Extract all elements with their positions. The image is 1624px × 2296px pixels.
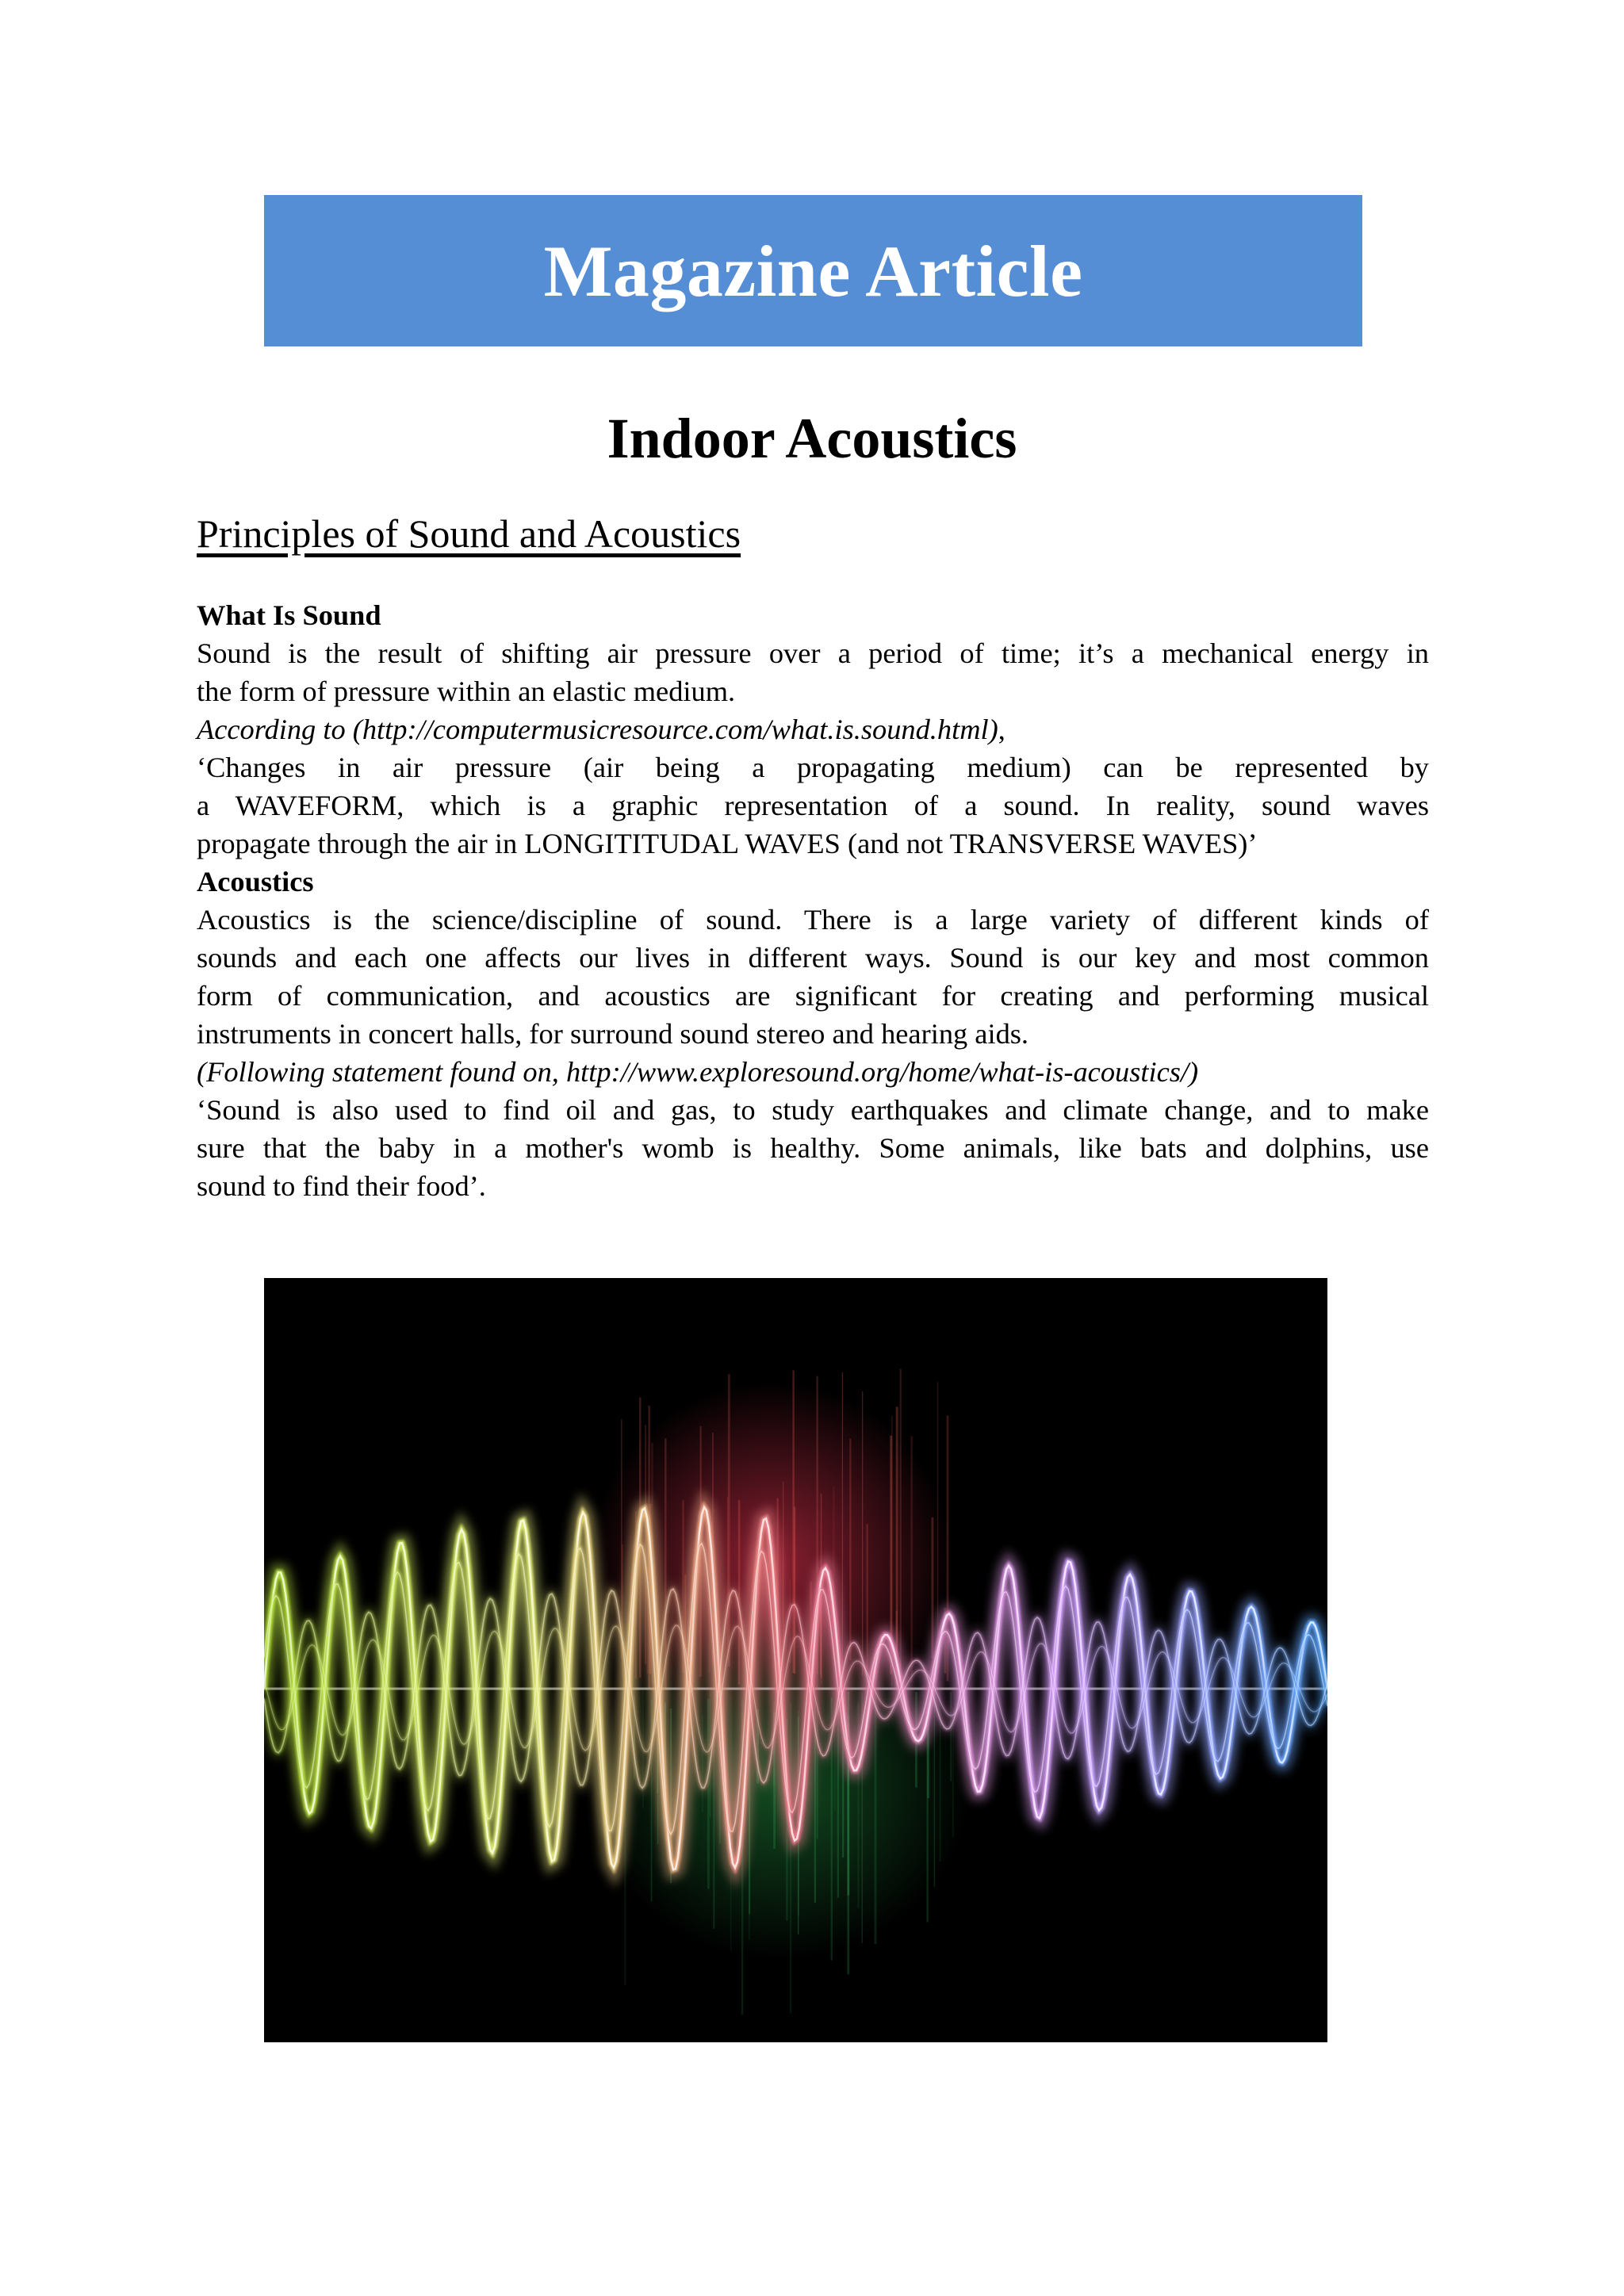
article-body — [197, 596, 1429, 1205]
quote-line: ‘Changes in air pressure (air being a propagating medium) can be represented by — [197, 752, 1429, 783]
paragraph-line: instruments in concert halls, for surround sound stereo and hearing aids. — [197, 1018, 1029, 1050]
paragraph-line: sounds and each one affects our lives in different ways. Sound is our key and most common — [197, 942, 1429, 974]
section-heading: Principles of Sound and Acoustics — [197, 511, 741, 556]
sound-wave-illustration — [264, 1278, 1327, 2042]
source-citation — [197, 710, 1429, 748]
what-is-sound-heading: What Is Sound — [197, 599, 381, 631]
quote-line: sound to find their food’. — [197, 1170, 486, 1202]
acoustics-heading: Acoustics — [197, 866, 314, 897]
article-title: Indoor Acoustics — [607, 407, 1017, 470]
quote-line: ‘Sound is also used to find oil and gas, to study earthquakes and climate change, and to make — [197, 1094, 1429, 1126]
source-citation: (Following statement found on, http://www.exploresound.org/home/what-is-acoustics/) — [197, 1056, 1199, 1088]
quote-line: a WAVEFORM, which is a graphic representation of a sound. In reality, sound waves — [197, 790, 1429, 821]
paragraph-line: Acoustics is the science/discipline of sound. There is a large variety of different kinds of — [197, 904, 1429, 936]
quote-line: propagate through the air in LONGITITUDAL WAVES (and not TRANSVERSE WAVES)’ — [197, 828, 1258, 859]
source-link-text: According to (http://computermusicresource.com/what.is.sound.html) — [197, 714, 998, 745]
paragraph-line: Sound is the result of shifting air pressure over a period of time; it’s a mechanical energy in — [197, 637, 1429, 669]
quote-line: sure that the baby in a mother's womb is healthy. Some animals, like bats and dolphins, use — [197, 1132, 1429, 1164]
sound-wave-image — [264, 1278, 1327, 2042]
banner — [264, 195, 1362, 346]
banner-title: Magazine Article — [543, 230, 1083, 312]
paragraph-line: form of communication, and acoustics are significant for creating and performing musical — [197, 980, 1429, 1012]
paragraph-line: the form of pressure within an elastic medium. — [197, 675, 736, 707]
source-suffix: , — [998, 714, 1005, 745]
